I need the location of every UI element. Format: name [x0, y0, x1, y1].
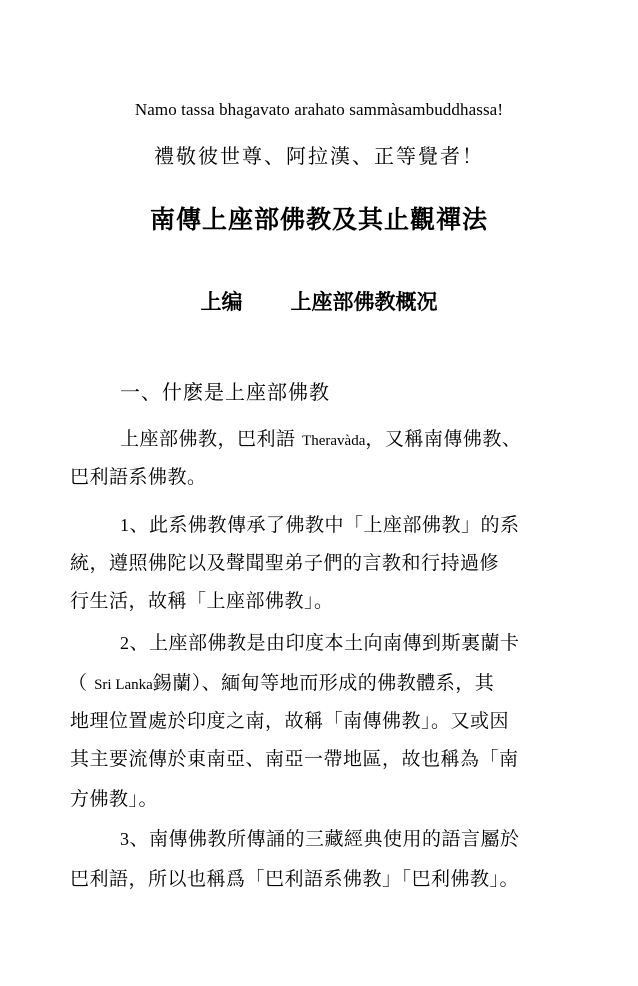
- point3-line-1: [120, 824, 520, 851]
- theravada-term: Theravàda: [302, 433, 366, 449]
- intro-line-1: [120, 424, 521, 451]
- point2-line-1: [120, 628, 520, 655]
- point1-text-1: 、此系佛教傳承了佛教中「上座部佛教」的系: [129, 514, 520, 536]
- part-title: [0, 286, 638, 316]
- point3-number: 3: [120, 829, 130, 849]
- point2-line-2: [68, 668, 494, 695]
- intro-text-b: ，又稱南傳佛教、: [365, 428, 522, 450]
- paren-open: （: [68, 672, 88, 694]
- book-title: 南傳上座部佛教及其止觀禪法: [149, 205, 488, 234]
- point2-text-2b: 錫蘭）、緬甸等地而形成的佛教體系，其: [152, 672, 495, 694]
- point2-line-3: 地理位置處於印度之南，故稱「南傳佛教」。又或因: [70, 710, 510, 732]
- intro-line-2: 巴利語系佛教。: [70, 466, 207, 488]
- point3-text-1: 、南傳佛教所傳誦的三藏經典使用的語言屬於: [129, 828, 520, 850]
- namo-homage-line: Namo tassa bhagavato arahato sammàsambuddhassa!: [134, 100, 504, 119]
- point2-number: 2: [120, 633, 130, 653]
- point1-line-3: 行生活，故稱「上座部佛教」。: [70, 590, 334, 612]
- point3-line-2: 巴利語，所以也稱爲「巴利語系佛教」「巴利佛教」。: [70, 868, 520, 890]
- part-label: 上编: [200, 290, 243, 314]
- point1-line-1: [120, 510, 520, 537]
- section-heading: 一、什麽是上座部佛教: [120, 380, 330, 404]
- part-name: 上座部佛教概况: [290, 290, 438, 314]
- point2-line-5: 方佛教」。: [70, 788, 159, 810]
- homage-line-chinese: 禮敬彼世尊、阿拉漢、正等覺者！: [154, 144, 484, 168]
- intro-text-a: 上座部佛教，巴利語: [120, 428, 296, 450]
- point1-number: 1: [120, 515, 130, 535]
- sri-lanka-term: Sri Lanka: [94, 677, 153, 693]
- point1-line-2: 統，遵照佛陀以及聲聞聖弟子們的言教和行持過修: [70, 552, 500, 574]
- point2-line-4: 其主要流傳於東南亞、南亞一帶地區，故也稱為「南: [70, 748, 519, 770]
- point2-text-1: 、上座部佛教是由印度本土向南傳到斯裏蘭卡: [129, 632, 520, 654]
